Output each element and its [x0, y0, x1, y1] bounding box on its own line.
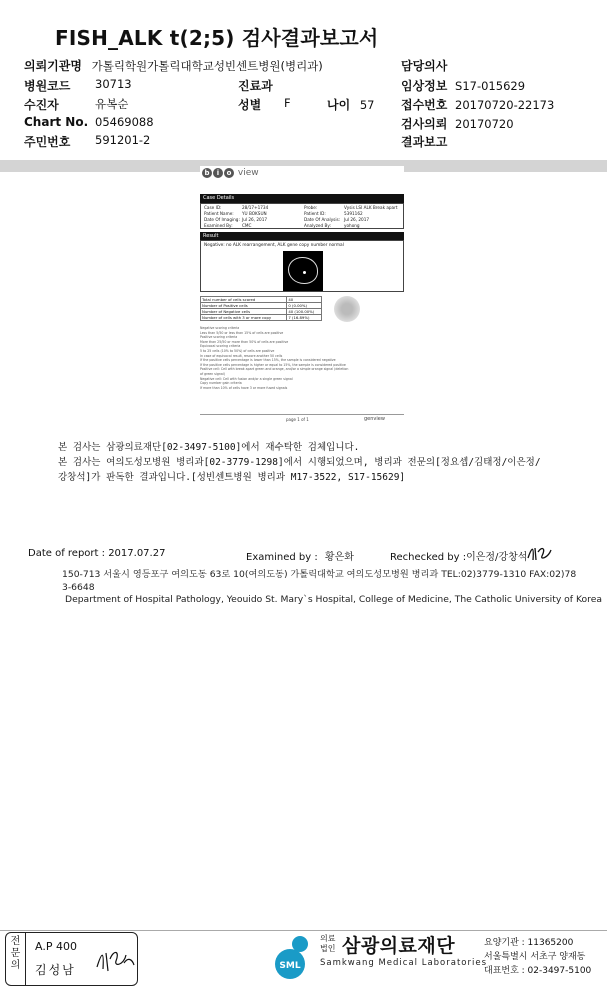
- foundation-tel: 대표번호 : 02-3497-5100: [484, 966, 592, 976]
- age-value: 57: [359, 98, 375, 112]
- request-label: 검사의뢰: [401, 117, 448, 131]
- stamp-vertical-label: 전문의: [6, 933, 26, 985]
- clinical-row: [401, 77, 525, 94]
- foundation-address: 서울특별시 서초구 양재동: [484, 952, 586, 962]
- rrn-value: 591201-2: [95, 133, 151, 147]
- request-value: 20170720: [455, 117, 514, 131]
- care-institution-number: 요양기관 : 11365200: [484, 938, 574, 948]
- hospital-code-row: [24, 77, 132, 94]
- case-key: Examined By:: [204, 223, 233, 228]
- department-line: Department of Hospital Pathology, Yeouido St. Mary`s Hospital, College of Medicine, The Catholic University of Korea: [65, 594, 602, 605]
- comment-line: 강창석]가 판독한 결과입니다.[성빈센트병원 병리과 M17-3522, S17-15629]: [58, 472, 406, 483]
- bioview-logo-text: view: [237, 168, 259, 178]
- case-value: YU BOKSUN: [242, 211, 267, 216]
- footer-divider: [0, 930, 607, 931]
- case-row: [204, 217, 370, 222]
- doctor-row: [401, 57, 447, 74]
- embedded-fish-report: [200, 166, 404, 428]
- result-header: Result: [200, 232, 404, 240]
- report-date: [28, 548, 165, 559]
- dept-row: [238, 77, 273, 94]
- clinical-value: S17-015629: [455, 79, 526, 93]
- examined-value: 황은화: [324, 552, 354, 563]
- case-key: Case ID:: [204, 205, 222, 210]
- stamp-signature-icon: [94, 945, 136, 975]
- hospital-code-value: 30713: [95, 77, 132, 91]
- institution-row: [24, 57, 323, 74]
- patient-row: [24, 96, 129, 113]
- result-box: [200, 240, 404, 292]
- chart-row: [24, 115, 154, 129]
- embedded-footer: [200, 414, 404, 422]
- foundation-name: 삼광의료재단: [342, 935, 456, 957]
- case-details-box: [200, 203, 404, 229]
- table-row: Number of cells with 3 or more copy 7 (16.89%): [201, 315, 322, 321]
- case-details-header: Case Details: [200, 194, 404, 203]
- report-title: FISH_ALK t(2;5) 검사결과보고서: [55, 26, 379, 50]
- case-value: 5391162: [344, 211, 363, 216]
- comment-line: 본 검사는 삼광의료재단[02-3497-5100]에서 재수탁한 검체입니다.: [58, 442, 360, 453]
- case-value: Jul 26, 2017: [242, 217, 268, 222]
- foundation-english-name: Samkwang Medical Laboratories: [320, 958, 488, 968]
- sml-logo-icon: [270, 934, 316, 980]
- address-line: 3-6648: [62, 582, 95, 593]
- stamp-ap-number: A.P 400: [35, 940, 77, 953]
- rechecked-by: [390, 548, 527, 563]
- hospital-address: [62, 568, 576, 594]
- patient-label: 수진자: [24, 98, 59, 112]
- receipt-label: 접수번호: [401, 98, 448, 112]
- comment-line: 본 검사는 여의도성모병원 병리과[02-3779-1298]에서 시행되었으며, 병리과 전문의[정요셉/김태정/이은정/: [58, 457, 541, 468]
- page-indicator: page 1 of 1: [286, 417, 309, 422]
- sex-row: [238, 96, 291, 113]
- report-date-value: 2017.07.27: [108, 548, 166, 559]
- patient-value: 유복순: [95, 97, 129, 111]
- case-value: CMC: [242, 223, 252, 228]
- case-row: [204, 205, 398, 210]
- report-comments: [58, 440, 541, 485]
- clinical-label: 임상정보: [401, 79, 448, 93]
- table-row: Total number of cells scored 40: [201, 297, 322, 303]
- stamp-name: 김성남: [35, 963, 76, 977]
- receipt-value: 20170720-22173: [455, 98, 555, 112]
- dept-label: 진료과: [238, 79, 273, 93]
- signature-icon: [526, 542, 554, 564]
- result-text: Negative: no ALK rearrangement, ALK gene copy number normal: [204, 243, 344, 248]
- case-value: Vysis LSI ALK Break apart: [344, 205, 398, 210]
- receipt-row: [401, 96, 554, 113]
- sml-logo-text: SML: [279, 961, 301, 971]
- doctor-label: 담당의사: [401, 59, 448, 73]
- result-label: 결과보고: [401, 135, 448, 149]
- case-value: 28/17+1734: [242, 205, 269, 210]
- address-line: 150-713 서울시 영등포구 여의도동 63로 10(여의도동) 가톨릭대학교 여의도성모병원 병리과 TEL:02)3779-1310 FAX:02)78: [62, 569, 577, 580]
- case-key: Date Of Analysis:: [304, 217, 341, 222]
- case-key: Patient Name:: [204, 211, 234, 216]
- genview-logo: genview: [364, 416, 385, 422]
- case-row: [204, 211, 363, 216]
- hospital-code-label: 병원코드: [24, 79, 71, 93]
- table-row: Number of Negative cells 40 (100.00%): [201, 309, 322, 315]
- chart-value: 05469088: [95, 115, 154, 129]
- age-label: 나이: [327, 98, 351, 112]
- examined-by: [246, 548, 354, 563]
- specialist-stamp: [5, 932, 138, 986]
- cell-thumbnail: [334, 296, 360, 322]
- bioview-logo: b i o view: [202, 168, 259, 178]
- report-date-label: Date of report :: [28, 548, 105, 559]
- table-row: Number of Positive cells 0 (0.00%): [201, 303, 322, 309]
- corp-type: 의료 법인: [320, 934, 336, 953]
- rrn-label: 주민번호: [24, 135, 71, 149]
- case-key: Patient ID:: [304, 211, 326, 216]
- rechecked-value: 이은정/강창석: [466, 552, 528, 563]
- case-row: [204, 223, 360, 228]
- case-key: Analyzed By:: [304, 223, 331, 228]
- rrn-row: [24, 133, 151, 150]
- case-value: yohong: [344, 223, 360, 228]
- institution-label: 의뢰기관명: [24, 59, 82, 73]
- rechecked-label: Rechecked by :: [390, 552, 467, 563]
- age-row: [327, 96, 374, 113]
- cell-count-table: [200, 296, 322, 321]
- case-value: Jul 26, 2017: [344, 217, 370, 222]
- request-row: [401, 115, 514, 132]
- case-key: Date Of Imaging:: [204, 217, 240, 222]
- scoring-notes: Negative scoring criteria Less than 5/50 or less than 15% of cells are positive Positive scoring criteria More than 25/50 or more than 50% of cells are positive Equivocal scoring criteria 5 to 25 cells (10% to 50%) of cells are positive In case of equivocal result, rescore another 50 cells If the positive cells percentage is lower than 15%, the sample is considered negative If the positive cells percentage is higher or equal to 15%, the sample is considered positive Positive cell: Cell with break apart green and orange, and/or a simple orange signal (deletion of green signal) Negative cell: Cell with fusion and/or a single green signal Copy number gain criteria If more than 10% of cells have 3 or more fused signals: [200, 326, 349, 390]
- sex-value: F: [284, 96, 291, 110]
- chart-label: Chart No.: [24, 115, 89, 129]
- foundation-info: [484, 936, 591, 978]
- examined-label: Examined by :: [246, 552, 318, 563]
- sex-label: 성별: [238, 98, 262, 112]
- case-key: Probe:: [304, 205, 318, 210]
- result-row: [401, 133, 447, 150]
- institution-value: 가톨릭학원가톨릭대학교성빈센트병원(병리과): [91, 59, 323, 73]
- fish-cell-image: [283, 251, 323, 291]
